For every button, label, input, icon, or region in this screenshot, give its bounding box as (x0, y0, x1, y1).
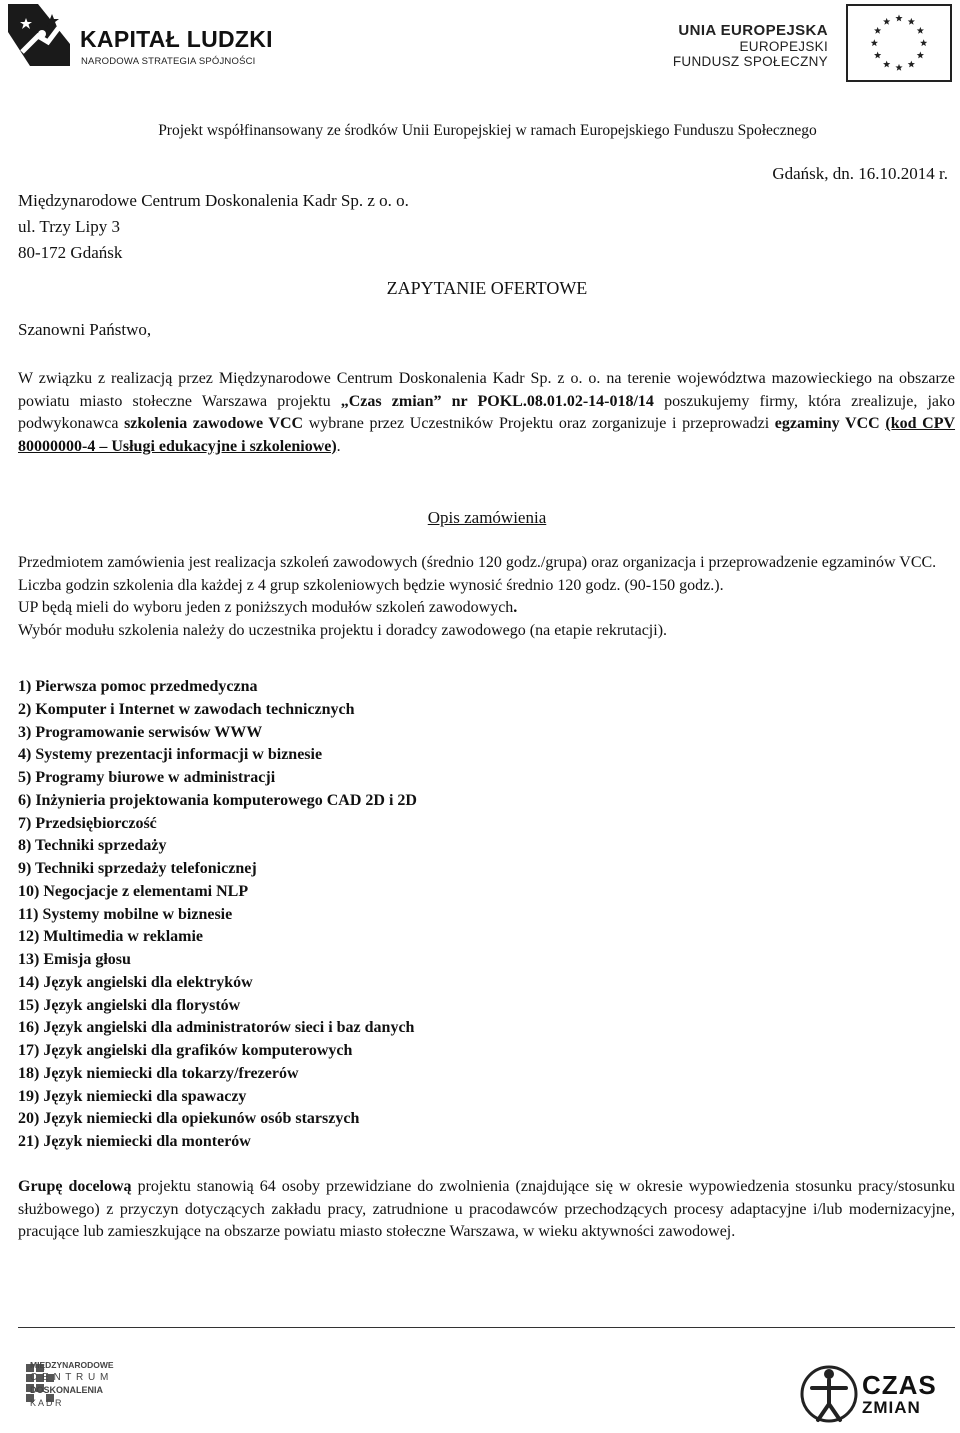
module-item: 7) Przedsiębiorczość (18, 814, 157, 832)
intro-text-5: . (336, 437, 341, 455)
intro-paragraph (18, 368, 955, 458)
order-description (18, 552, 955, 642)
eu-star-icon (895, 15, 902, 22)
module-item: 19) Język niemiecki dla spawaczy (18, 1087, 247, 1105)
description-p4: Wybór modułu szkolenia należy do uczestnika projektu i doradcy zawodowego (na etapie rekrutacji). (18, 621, 668, 639)
sender-street: ul. Trzy Lipy 3 (18, 217, 121, 236)
sender-name: Międzynarodowe Centrum Doskonalenia Kadr Sp. z o. o. (18, 191, 409, 210)
eu-flag-icon (846, 4, 952, 82)
eu-star-icon (920, 39, 927, 46)
czas-zmian-wordmark (862, 1372, 937, 1417)
module-item: 9) Techniki sprzedaży telefonicznej (18, 860, 257, 877)
project-name: „Czas zmian” nr POKL.08.01.02-14-018/14 (340, 392, 654, 410)
module-list (18, 676, 417, 1154)
module-item: 20) Język niemiecki dla opiekunów osób starszych (18, 1110, 360, 1128)
target-group-label: Grupę docelową (18, 1178, 132, 1195)
project-cofinancing-note: Projekt współfinansowany ze środków Unii Europejskiej w ramach Europejskiego Funduszu Społecznego (158, 122, 817, 139)
eu-star-icon (908, 61, 915, 68)
mcdk-line-2: C E N T R U M (30, 1372, 110, 1383)
eu-star-icon (874, 52, 881, 59)
module-item: 16) Język angielski dla administratorów sieci i baz danych (18, 1019, 415, 1037)
module-item: 15) Język angielski dla florystów (18, 996, 241, 1014)
module-item: 18) Język niemiecki dla tokarzy/frezerów (18, 1064, 299, 1082)
description-p3 (18, 597, 955, 620)
eu-fund-label (668, 22, 828, 69)
kapital-ludzki-mark-icon (8, 4, 72, 68)
mcdk-line-4: K A D R (30, 1398, 62, 1408)
module-item: 10) Negocjacje z elementami NLP (18, 882, 249, 900)
order-description-heading: Opis zamówienia (427, 508, 547, 527)
description-p3-text: UP będą mieli do wyboru jeden z poniższych modułów szkoleń zawodowych (18, 599, 514, 616)
module-item: 4) Systemy prezentacji informacji w biznesie (18, 746, 323, 764)
eu-line-3: FUNDUSZ SPOŁECZNY (672, 54, 828, 69)
eu-line-2: EUROPEJSKI (739, 39, 828, 54)
mcdk-logo (26, 1360, 136, 1420)
sender-city: 80-172 Gdańsk (18, 243, 123, 262)
description-p1: Przedmiotem zamówienia jest realizacja szkoleń zawodowych (średnio 120 godz./grupa) oraz organizacja i przeprowadzenie egzaminów VCC. (18, 554, 937, 571)
czas-zmian-mark-icon (800, 1360, 858, 1428)
exam-type: egzaminy VCC (774, 415, 880, 432)
module-item: 1) Pierwsza pomoc przedmedyczna (18, 678, 258, 695)
cpv-code: (kod CPV 80000000-4 – Usługi edukacyjne i szkoleniowe) (18, 415, 956, 455)
module-item: 2) Komputer i Internet w zawodach technicznych (18, 700, 355, 718)
module-item: 6) Inżynieria projektowania komputerowego CAD 2D i 2D (18, 791, 417, 809)
description-p3-dot: . (513, 599, 518, 616)
eu-star-icon (908, 18, 915, 25)
eu-star-icon (883, 18, 890, 25)
description-p2: Liczba godzin szkolenia dla każdej z 4 grup szkoleniowych będzie wynosić średnio 120 godz. (90-150 godz.). (18, 576, 724, 594)
czas-word: CZAS (862, 1370, 937, 1400)
greeting: Szanowni Państwo, (18, 320, 152, 339)
mcdk-line-3: DOSKONALENIA (30, 1385, 104, 1395)
module-item: 13) Emisja głosu (18, 951, 131, 968)
module-item: 14) Język angielski dla elektryków (18, 973, 253, 991)
sender-address (18, 188, 409, 266)
kapital-ludzki-subtitle: NARODOWA STRATEGIA SPÓJNOŚCI (81, 56, 256, 67)
mcdk-line-1: MIĘDZYNARODOWE (30, 1360, 114, 1370)
intro-text-2: poszukujemy firmy, która zrealizuje, jako podwykonawca (18, 392, 955, 432)
eu-star-icon (917, 27, 924, 34)
kapital-ludzki-logo (8, 4, 273, 84)
eu-star-icon (871, 39, 878, 46)
module-item: 3) Programowanie serwisów WWW (18, 723, 263, 741)
eu-star-icon (883, 61, 890, 68)
kapital-ludzki-title: KAPITAŁ LUDZKI (80, 26, 273, 52)
target-group-paragraph (18, 1176, 955, 1244)
eu-line-1: UNIA EUROPEJSKA (678, 22, 828, 39)
document-title: ZAPYTANIE OFERTOWE (386, 278, 588, 298)
module-item: 12) Multimedia w reklamie (18, 928, 204, 946)
eu-star-icon (895, 64, 902, 71)
footer-divider (18, 1327, 955, 1328)
training-type: szkolenia zawodowe VCC (124, 415, 304, 432)
eu-star-icon (874, 27, 881, 34)
module-item: 17) Język angielski dla grafików komputerowych (18, 1042, 353, 1059)
eu-star-icon (917, 52, 924, 59)
module-item: 5) Programy biurowe w administracji (18, 769, 276, 786)
module-item: 8) Techniki sprzedaży (18, 837, 167, 855)
module-item: 11) Systemy mobilne w biznesie (18, 905, 233, 923)
intro-text-1: W związku z realizacją przez Międzynarodowe Centrum Doskonalenia Kadr Sp. z o. o. na terenie województwa mazowieckiego na obszarze powiatu miasto stołeczne Warszawa projektu (18, 370, 955, 410)
module-item: 21) Język niemiecki dla monterów (18, 1133, 251, 1150)
intro-text-3: wybrane przez Uczestników Projektu oraz zorganizuje i przeprowadzi (303, 415, 775, 432)
zmian-word: ZMIAN (862, 1398, 921, 1417)
target-group-text: projektu stanowią 64 osoby przewidziane do zwolnienia (znajdujące się w okresie wypowiedzenia stosunku pracy/stosunku służbowego) z przyczyn dotyczących zakładu pracy, zatrudnione u pracodawców przechodzących procesy adaptacyjne i/lub modernizacyjne, pracujące lub zamieszkujące na obszarze powiatu miasto stołeczne Warszawa, w wieku aktywności zawodowej. (18, 1178, 956, 1240)
document-date: Gdańsk, dn. 16.10.2014 r. (772, 164, 948, 183)
